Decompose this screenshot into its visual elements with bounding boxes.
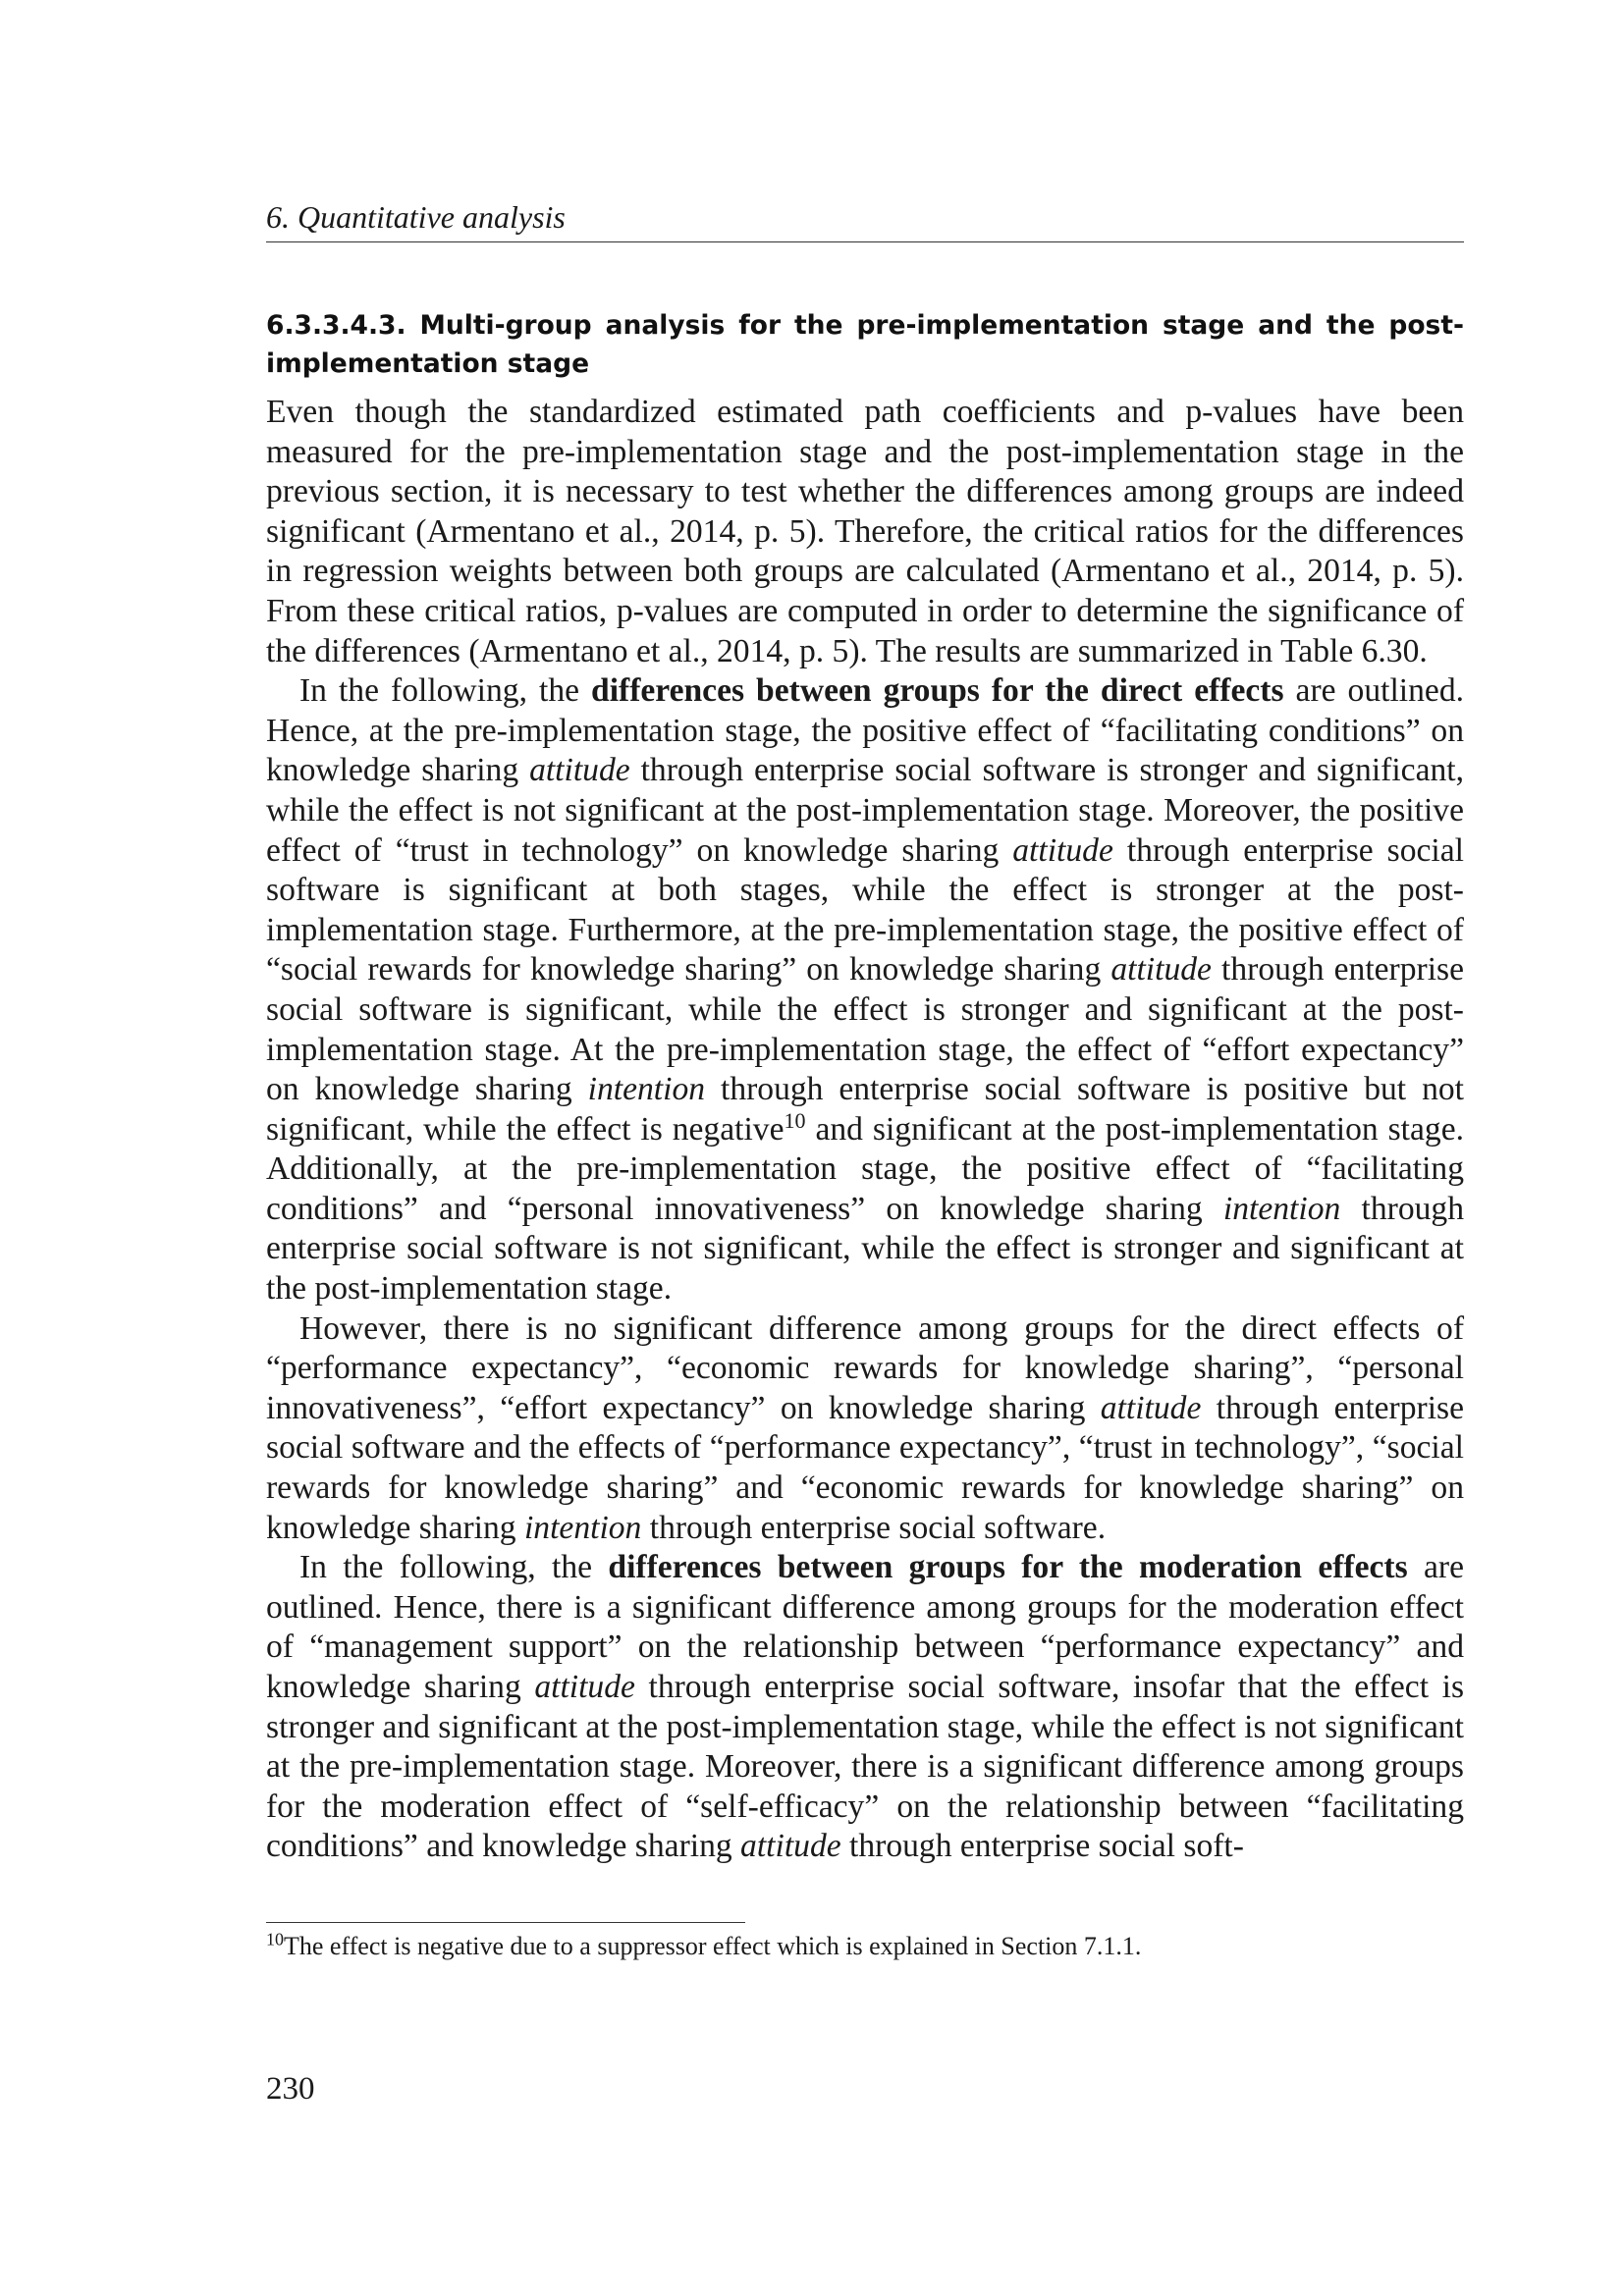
running-header <box>266 196 1464 242</box>
bold-phrase: differences between groups for the direct effects <box>591 672 1284 710</box>
italic-term: attitude <box>1100 1389 1202 1426</box>
italic-term: attitude <box>534 1669 635 1705</box>
paragraph-4: In the following, the differences between groups for the moderation effects are outlined. Hence, there is a significant difference among groups for the moderation effect of “management support” on the relationship between “performance expectancy” and knowledge sharing attitude through enterprise social software, insofar that the effect is stronger and significant at the post-implementation stage, while the effect is not significant at the pre-implementation stage. Moreover, there is a significant difference among groups for the moderation effect of “self-efficacy” on the relationship between “facilitating conditions” and knowledge sharing attitude through enterprise social soft- <box>266 1549 1465 1865</box>
italic-term: intention <box>1222 1190 1341 1227</box>
body-text <box>266 393 1464 1867</box>
italic-term: attitude <box>740 1828 841 1865</box>
page-number: 230 <box>266 2071 315 2107</box>
footnote <box>266 1930 1464 1963</box>
footnote-divider <box>266 1922 745 1923</box>
footnote-reference[interactable]: 10 <box>784 1107 806 1133</box>
italic-term: attitude <box>1110 951 1212 988</box>
paragraph-2: In the following, the differences between groups for the direct effects are outlined. Hence, at the pre-implementation stage, the positive effect of “facilitating conditions” on knowledge sharing attitude through enterprise social software is stronger and significant, while the effect is not significant at the post-implementation stage. Moreover, the positive effect of “trust in technology” on knowledge sharing attitude through enterprise social software is significant at both stages, while the effect is stronger at the post-implementation stage. Furthermore, at the pre-implementation stage, the positive effect of “social rewards for knowledge sharing” on knowledge sharing attitude through enterprise social software is significant, while the effect is stronger and significant at the post-implementation stage. At the pre-implementation stage, the effect of “effort expectancy” on knowledge sharing intention through enterprise social software is positive but not significant, while the effect is negative$^{10}$ and significant at the post-implementation stage. Additionally, at the pre-implementation stage, the positive effect of “facilitating conditions” and “personal innovativeness” on knowledge sharing intention through enterprise social software is not significant, while the effect is stronger and significant at the post-implementation stage. <box>266 672 1465 1308</box>
paragraph-1: Even though the standardized estimated path coefficients and p-values have been measured for the pre-implementation stage and the post-implementation stage in the previous section, it is necessary to test whether the differences among groups are indeed significant (Armentano et al., 2014, p. 5). Therefore, the critical ratios for the differences in regression weights between both groups are calculated (Armentano et al., 2014, p. 5). From these critical ratios, p-values are computed in order to determine the significance of the differences (Armentano et al., 2014, p. 5). The results are summarized in Table 6.30. <box>266 394 1464 669</box>
footnote-text: The effect is negative due to a suppressor effect which is explained in Section 7.1.1. <box>284 1932 1142 1960</box>
italic-term: intention <box>523 1509 642 1546</box>
running-title: 6. Quantitative analysis <box>266 199 566 235</box>
footnote-number: 10 <box>266 1929 284 1949</box>
paragraph-3: However, there is no significant difference among groups for the direct effects of “performance expectancy”, “economic rewards for knowledge sharing”, “personal innovativeness”, “effort expectancy” on knowledge sharing attitude through enterprise social software and the effects of “performance expectancy”, “trust in technology”, “social rewards for knowledge sharing” and “economic rewards for knowledge sharing” on knowledge sharing intention through enterprise social software. <box>266 1309 1465 1546</box>
italic-term: intention <box>587 1071 706 1108</box>
italic-term: attitude <box>529 752 630 789</box>
section-heading: 6.3.3.4.3. Multi-group analysis for the pre-implementation stage and the post-implementation stage <box>266 310 1464 379</box>
bold-phrase: differences between groups for the moderation effects <box>608 1549 1408 1586</box>
italic-term: attitude <box>1012 831 1113 869</box>
